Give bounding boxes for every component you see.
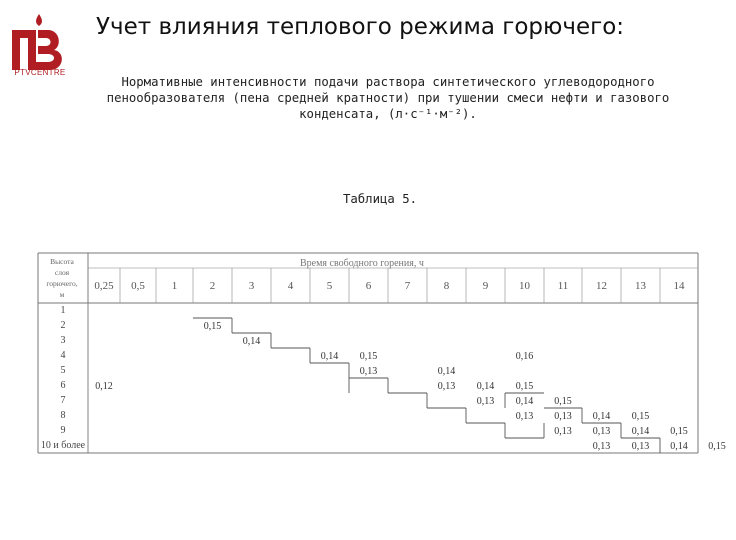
table-cell-value: 0,15 (670, 426, 688, 437)
table-cell-value: 0,14 (592, 411, 611, 422)
table-cell-value: 0,12 (95, 381, 113, 392)
column-header: 0,25 (94, 280, 114, 292)
column-header: 9 (482, 280, 489, 292)
table-cell-value: 0,14 (437, 366, 456, 377)
corner-label-line: слоя (54, 268, 70, 277)
table-cell-value: 0,14 (242, 336, 261, 347)
column-header: 10 (519, 280, 530, 292)
table-header-span: Время свободного горения, ч (300, 258, 424, 269)
table-cell-value: 0,13 (554, 426, 572, 437)
row-label: 5 (60, 365, 66, 376)
table-cell-value: 0,14 (631, 426, 650, 437)
row-label: 10 и более (40, 440, 86, 451)
column-header: 0,5 (131, 280, 145, 292)
column-header: 14 (673, 280, 685, 292)
column-header: 2 (209, 280, 216, 292)
column-header: 6 (365, 280, 372, 292)
table-cell-value: 0,13 (437, 381, 456, 392)
column-header: 7 (404, 280, 411, 292)
column-header: 5 (326, 280, 333, 292)
row-label: 4 (60, 350, 66, 361)
row-label: 9 (60, 425, 66, 436)
column-header: 11 (557, 280, 569, 292)
row-label: 2 (60, 320, 66, 331)
table-cell-value: 0,14 (476, 381, 495, 392)
table-cell-value: 0,13 (359, 366, 378, 377)
column-header: 3 (248, 280, 255, 292)
row-label: 1 (60, 305, 66, 316)
column-header: 8 (443, 280, 450, 292)
column-header: 1 (171, 280, 178, 292)
table-cell-value: 0,13 (515, 411, 534, 422)
table-cell-value: 0,13 (592, 426, 611, 437)
table-cell-value: 0,14 (515, 396, 534, 407)
table-cell-value: 0,15 (515, 381, 534, 392)
corner-label-line: м (59, 290, 65, 299)
table-caption: Таблица 5. (342, 192, 418, 206)
column-header: 4 (287, 280, 294, 292)
table-cell-value: 0,13 (476, 396, 495, 407)
table-cell-value: 0,15 (203, 321, 222, 332)
row-label: 7 (60, 395, 66, 406)
column-header: 13 (635, 280, 646, 292)
table-cell-value: 0,15 (359, 351, 378, 362)
table-cell-value: 0,15 (631, 411, 650, 422)
page-subtitle: Нормативные интенсивности подачи раствора синтетического углеводородного пенообразователя (пена средней кратности) при тушении смеси нефти и газового конденсата, (л·с⁻¹·м⁻²). (106, 75, 670, 121)
row-label: 6 (60, 380, 66, 391)
logo-caption: PTVCENTRE (14, 68, 66, 77)
corner-label-line: горючего, (46, 279, 78, 288)
corner-label-line: Высота (50, 257, 74, 266)
row-label: 8 (60, 410, 66, 421)
table-cell-value: 0,13 (592, 441, 611, 452)
table-cell-value: 0,15 (554, 396, 572, 407)
table-cell-value: 0,13 (631, 441, 650, 452)
table-cell-value: 0,14 (320, 351, 339, 362)
page-title: Учет влияния теплового режима горючего: (96, 14, 625, 40)
table-cell-value: 0,13 (554, 411, 572, 422)
row-label: 3 (60, 335, 66, 346)
table-cell-value: 0,15 (708, 441, 726, 452)
table-cell-value: 0,16 (515, 351, 534, 362)
table-corner-label (38, 256, 86, 300)
table-cell-value: 0,14 (670, 441, 688, 452)
column-header: 12 (596, 280, 607, 292)
